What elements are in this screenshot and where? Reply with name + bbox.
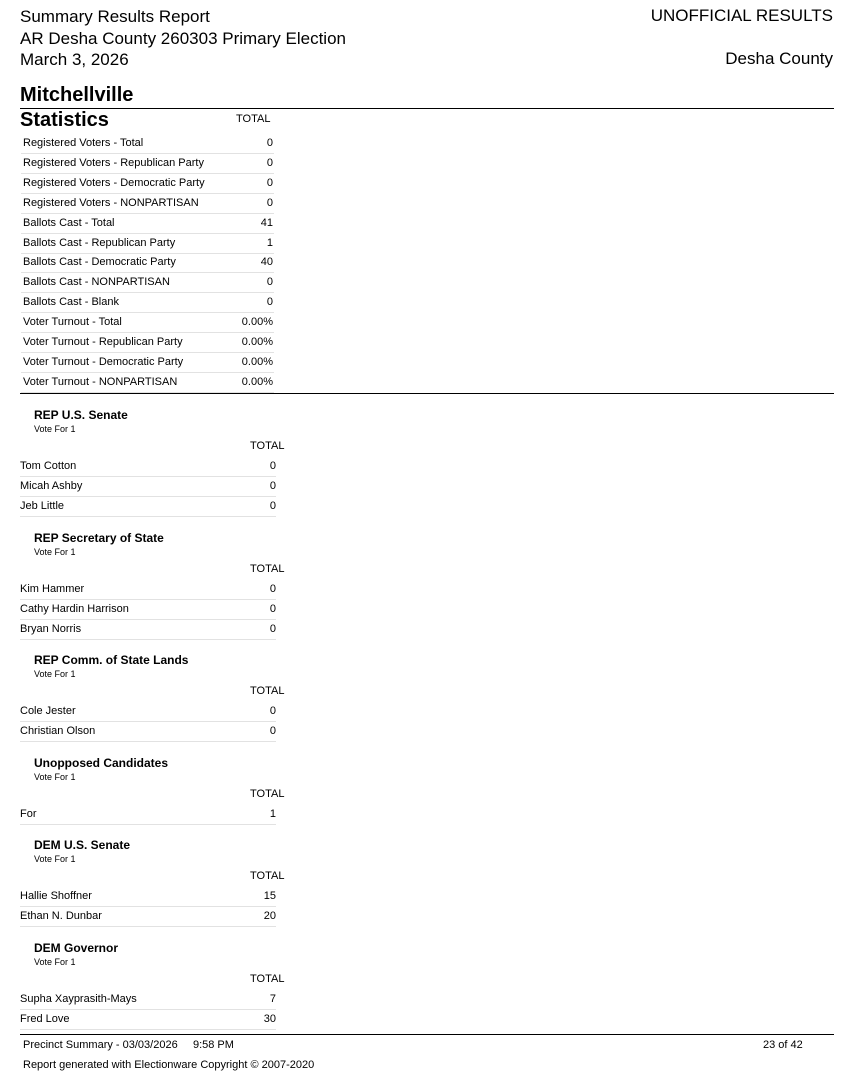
- footer-copyright: Report generated with Electionware Copyright © 2007-2020: [23, 1059, 315, 1071]
- candidate-name: Cole Jester: [20, 705, 76, 717]
- candidate-votes: 0: [269, 603, 276, 615]
- election-date: March 3, 2026: [20, 50, 129, 69]
- candidate-row: [20, 1010, 276, 1030]
- contest-title: REP U.S. Senate: [34, 408, 128, 422]
- precinct-name: Mitchellville: [20, 84, 134, 106]
- statistics-row-label: Registered Voters - Total: [23, 137, 144, 149]
- candidate-votes: 20: [263, 910, 276, 922]
- statistics-row-label: Ballots Cast - Total: [23, 216, 115, 229]
- statistics-divider: [20, 393, 834, 394]
- statistics-row-label: Ballots Cast - Democratic Party: [23, 256, 176, 269]
- contest-title: REP Secretary of State: [34, 531, 164, 545]
- statistics-row-label: Voter Turnout - Republican Party: [23, 336, 183, 348]
- contest-vote-for: Vote For 1: [34, 854, 76, 864]
- candidate-name: Christian Olson: [20, 725, 96, 737]
- candidate-votes: 0: [269, 480, 276, 492]
- candidate-votes: 0: [269, 725, 276, 737]
- candidate-votes: 0: [269, 460, 276, 472]
- candidate-votes: 7: [269, 993, 276, 1005]
- statistics-row: [21, 373, 274, 393]
- statistics-row-value: 1: [266, 236, 273, 249]
- candidate-row: [20, 457, 276, 477]
- contest-title: REP Comm. of State Lands: [34, 653, 189, 667]
- candidate-row: [20, 477, 276, 497]
- statistics-row-label: Registered Voters - Republican Party: [23, 156, 204, 169]
- statistics-row-value: 0.00%: [241, 316, 273, 329]
- candidate-row: [20, 497, 276, 517]
- statistics-row: [21, 154, 274, 174]
- statistics-row: [21, 134, 274, 154]
- statistics-row-label: Registered Voters - NONPARTISAN: [23, 196, 199, 209]
- contest-total-header: TOTAL: [250, 870, 285, 882]
- candidate-name: Fred Love: [20, 1013, 70, 1025]
- candidate-votes: 30: [263, 1013, 276, 1025]
- candidate-name: Supha Xayprasith-Mays: [20, 993, 137, 1005]
- statistics-row-value: 40: [260, 256, 273, 269]
- candidate-name: Cathy Hardin Harrison: [20, 603, 129, 615]
- contest-total-header: TOTAL: [250, 563, 285, 575]
- statistics-row-label: Ballots Cast - NONPARTISAN: [23, 276, 170, 289]
- candidate-name: Micah Ashby: [20, 480, 83, 492]
- election-name: AR Desha County 260303 Primary Election: [20, 28, 346, 48]
- contest-total-header: TOTAL: [250, 685, 285, 697]
- candidate-votes: 0: [269, 583, 276, 595]
- candidate-row: [20, 907, 276, 927]
- page-number: 23 of 42: [763, 1039, 803, 1051]
- candidate-name: Ethan N. Dunbar: [20, 910, 102, 922]
- statistics-row: [21, 214, 274, 234]
- report-header: [20, 6, 346, 71]
- candidate-row: [20, 805, 276, 825]
- contest-vote-for: Vote For 1: [34, 669, 76, 679]
- footer-divider: [20, 1034, 834, 1035]
- statistics-row-value: 0.00%: [241, 375, 273, 388]
- contest-title: Unopposed Candidates: [34, 756, 169, 770]
- statistics-row-value: 0: [266, 137, 273, 149]
- candidate-row: [20, 990, 276, 1010]
- contest-vote-for: Vote For 1: [34, 957, 76, 967]
- statistics-row-value: 0: [266, 156, 273, 169]
- statistics-row-label: Voter Turnout - Total: [23, 316, 122, 329]
- statistics-row: [21, 194, 274, 214]
- candidate-votes: 15: [263, 890, 276, 902]
- county-name: Desha County: [725, 49, 833, 68]
- candidate-votes: 0: [269, 623, 276, 635]
- statistics-row: [21, 333, 274, 353]
- candidate-row: [20, 887, 276, 907]
- candidate-name: Bryan Norris: [20, 623, 82, 635]
- statistics-row-value: 0: [266, 176, 273, 189]
- statistics-total-header: TOTAL: [236, 113, 271, 125]
- candidate-votes: 0: [269, 500, 276, 512]
- candidate-name: Kim Hammer: [20, 583, 85, 595]
- statistics-row-value: 0: [266, 196, 273, 209]
- contest-vote-for: Vote For 1: [34, 772, 76, 782]
- candidate-votes: 0: [269, 705, 276, 717]
- contest-total-header: TOTAL: [250, 788, 285, 800]
- statistics-row-label: Registered Voters - Democratic Party: [23, 176, 205, 189]
- statistics-row-value: 0: [266, 296, 273, 309]
- candidate-votes: 1: [269, 808, 276, 820]
- results-status: UNOFFICIAL RESULTS: [650, 6, 833, 25]
- statistics-row-value: 0: [266, 276, 273, 289]
- statistics-row: [21, 313, 274, 333]
- contest-title: DEM U.S. Senate: [34, 838, 131, 852]
- statistics-row-value: 0.00%: [241, 355, 273, 368]
- statistics-row-label: Voter Turnout - Democratic Party: [23, 355, 184, 368]
- contest-total-header: TOTAL: [250, 973, 285, 985]
- statistics-row: [21, 253, 274, 273]
- candidate-row: [20, 580, 276, 600]
- contest-vote-for: Vote For 1: [34, 424, 76, 434]
- report-title: Summary Results Report: [20, 7, 210, 26]
- statistics-row: [21, 293, 274, 313]
- statistics-row-label: Ballots Cast - Republican Party: [23, 236, 176, 249]
- candidate-row: [20, 600, 276, 620]
- candidate-name: For: [20, 808, 37, 820]
- candidate-row: [20, 620, 276, 640]
- statistics-row-label: Ballots Cast - Blank: [23, 296, 119, 309]
- statistics-row-value: 41: [260, 216, 273, 229]
- statistics-row: [21, 234, 274, 254]
- contest-vote-for: Vote For 1: [34, 547, 76, 557]
- statistics-row-value: 0.00%: [241, 336, 273, 348]
- contest-total-header: TOTAL: [250, 440, 285, 452]
- candidate-row: [20, 702, 276, 722]
- statistics-title: Statistics: [20, 109, 109, 131]
- precinct-divider: [20, 108, 834, 109]
- statistics-row: [21, 353, 274, 373]
- statistics-row: [21, 174, 274, 194]
- statistics-row-label: Voter Turnout - NONPARTISAN: [23, 375, 178, 388]
- candidate-row: [20, 722, 276, 742]
- statistics-row: [21, 273, 274, 293]
- footer-summary: Precinct Summary - 03/03/2026 9:58 PM: [23, 1039, 234, 1051]
- contest-title: DEM Governor: [34, 941, 119, 955]
- candidate-name: Tom Cotton: [20, 460, 77, 472]
- candidate-name: Hallie Shoffner: [20, 890, 92, 902]
- candidate-name: Jeb Little: [20, 500, 65, 512]
